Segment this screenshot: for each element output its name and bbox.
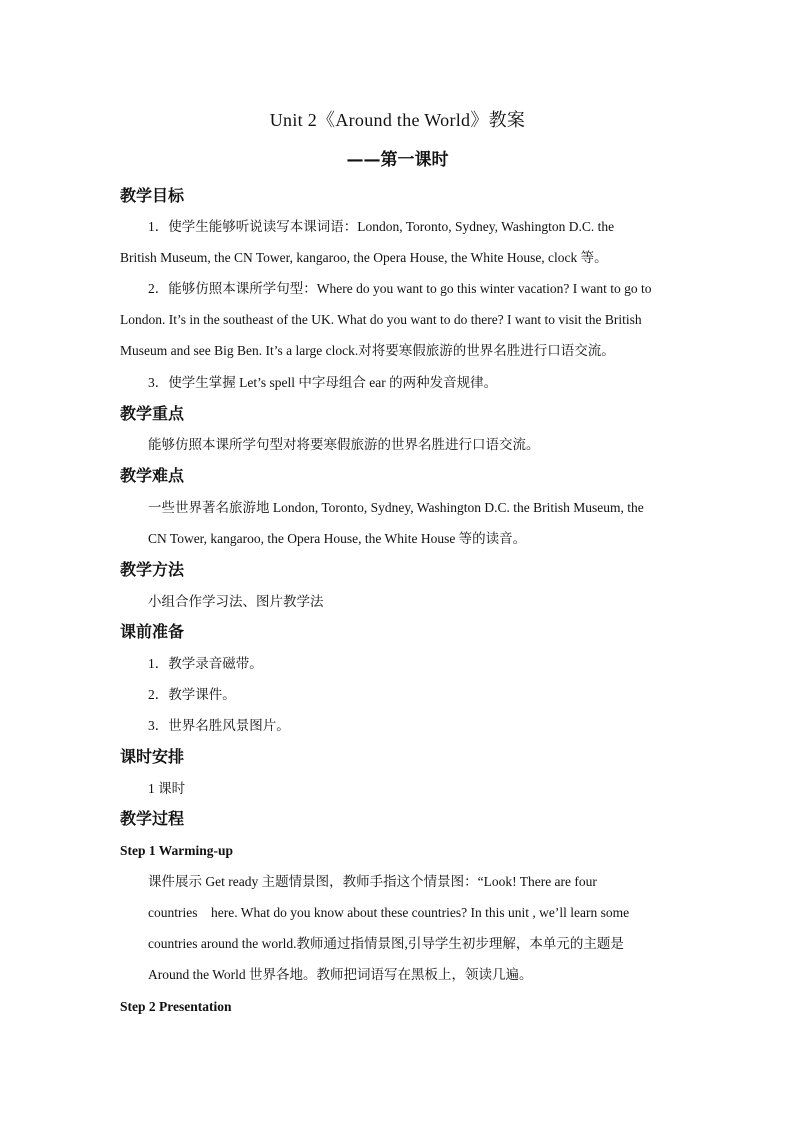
preparation-item-1: 1．教学录音磁带。: [148, 656, 263, 671]
heading-preparation: 课前准备: [120, 622, 185, 641]
step-1-line-4: Around the World 世界各地。教师把词语写在黑板上，领读几遍。: [148, 967, 533, 982]
step-1-title: Step 1 Warming-up: [120, 843, 234, 858]
heading-goals: 教学目标: [120, 186, 185, 205]
schedule-text: 1 课时: [148, 781, 186, 796]
difficulties-line-2: CN Tower, kangaroo, the Opera House, the White House 等的读音。: [148, 531, 527, 546]
preparation-item-3: 3．世界名胜风景图片。: [148, 718, 290, 733]
preparation-item-2: 2．教学课件。: [148, 687, 236, 702]
heading-key-points: 教学重点: [120, 404, 185, 423]
goal-item-2-line-1: 2．能够仿照本课所学句型：Where do you want to go this winter vacation? I want to go to: [148, 281, 652, 296]
heading-schedule: 课时安排: [120, 747, 185, 766]
goal-item-2-line-2: London. It’s in the southeast of the UK. What do you want to do there? I want to visit the British: [120, 312, 642, 327]
goal-item-1-line-2: British Museum, the CN Tower, kangaroo, the Opera House, the White House, clock 等。: [120, 250, 608, 265]
heading-difficulties: 教学难点: [120, 466, 185, 485]
methods-text: 小组合作学习法、图片教学法: [148, 594, 324, 609]
heading-process: 教学过程: [120, 809, 185, 828]
goal-item-1-line-1: 1．使学生能够听说读写本课词语：London, Toronto, Sydney, Washington D.C. the: [148, 219, 615, 234]
key-points-text: 能够仿照本课所学句型对将要寒假旅游的世界名胜进行口语交流。: [148, 437, 540, 452]
step-1-line-2: countries here. What do you know about these countries? In this unit , we’ll learn some: [148, 905, 630, 920]
goal-item-3: 3．使学生掌握 Let’s spell 中字母组合 ear 的两种发音规律。: [148, 375, 498, 390]
goal-item-2-line-3: Museum and see Big Ben. It’s a large clock.对将要寒假旅游的世界名胜进行口语交流。: [120, 343, 615, 358]
document-title: Unit 2《Around the World》教案: [269, 110, 526, 130]
step-1-line-1: 课件展示 Get ready 主题情景图，教师手指这个情景图：“Look! There are four: [148, 874, 597, 889]
document-subtitle: ——第一课时: [346, 150, 449, 170]
heading-methods: 教学方法: [120, 560, 185, 579]
step-2-title: Step 2 Presentation: [120, 999, 232, 1014]
difficulties-line-1: 一些世界著名旅游地 London, Toronto, Sydney, Washington D.C. the British Museum, the: [148, 500, 644, 515]
step-1-line-3: countries around the world.教师通过指情景图,引导学生初步理解，本单元的主题是: [148, 936, 624, 951]
